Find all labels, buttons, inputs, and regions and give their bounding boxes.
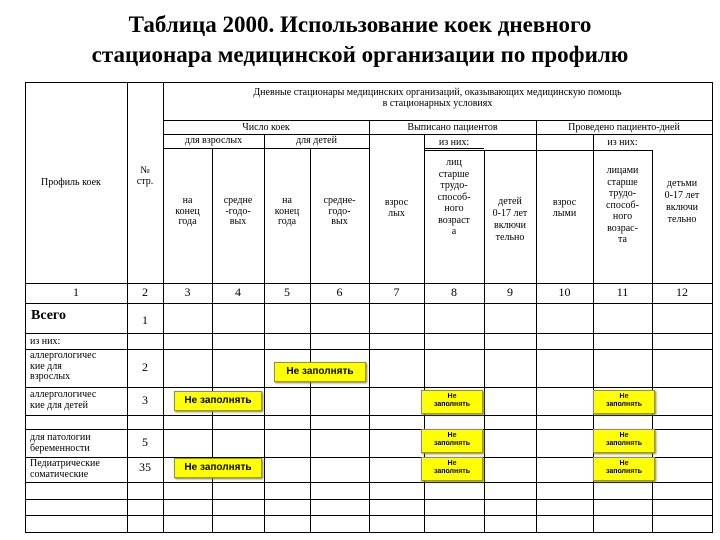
row-number: 2 [142, 360, 148, 374]
do-not-fill-note: Не заполнять [593, 429, 655, 453]
header-col10: взрос лыми [552, 197, 577, 219]
header-discharged: Выписано пациентов [407, 122, 498, 133]
col-number: 6 [336, 285, 343, 299]
header-group: Дневные стационары медицинских организаций, оказывающих медицинскую помощь в стационарных условиях [253, 87, 622, 109]
col-number: 7 [393, 285, 400, 299]
do-not-fill-note: Не заполнять [421, 390, 483, 414]
col-number: 11 [616, 285, 629, 299]
col-number: 9 [507, 285, 513, 299]
row-label-of-them: из них: [30, 336, 61, 347]
row-number: 5 [142, 435, 148, 449]
header-line-no: № стр. [136, 165, 154, 187]
row-label-allergy-adults: аллергологичес кие для взрослых [30, 350, 97, 382]
title-line-2: стационара медицинской организации по профилю [91, 42, 629, 67]
col-number: 1 [73, 285, 79, 299]
header-beds: Число коек [242, 122, 290, 133]
header-col4: средне -годо- вых [223, 195, 253, 227]
do-not-fill-note: Не заполнять [274, 362, 366, 382]
do-not-fill-note: Не заполнять [421, 429, 483, 453]
header-col11: лицами старше трудо- способ- ного возрас- та [606, 165, 639, 245]
row-label-pregnancy: для патологии беременности [30, 432, 91, 454]
col-number: 5 [284, 285, 290, 299]
header-profile: Профиль коек [41, 177, 101, 188]
page-title [0, 10, 720, 70]
header-col5: на конец года [274, 195, 300, 227]
col-number: 10 [558, 285, 571, 299]
header-of-them-2: из них: [607, 137, 638, 148]
header-of-them-1: из них: [438, 137, 470, 148]
do-not-fill-note: Не заполнять [593, 457, 655, 481]
col-number: 2 [142, 285, 148, 299]
header-col7: взрос лых [384, 197, 409, 219]
col-number: 3 [184, 285, 191, 299]
header-col6: средне- годо- вых [323, 195, 356, 227]
header-for-children: для детей [296, 135, 337, 146]
do-not-fill-note: Не заполнять [174, 391, 262, 411]
header-col9: детей 0-17 лет включи тельно [492, 196, 528, 243]
header-col8: лиц старше трудо- способ- ного возраст а [437, 157, 471, 237]
row-number: 35 [139, 460, 151, 474]
row-label-pediatric: Педиатрические соматические [30, 458, 100, 480]
title-line-1: Таблица 2000. Использование коек дневного [128, 12, 592, 37]
header-patient-days: Проведено пациенто-дней [568, 122, 680, 133]
row-label-total: Всего [31, 308, 66, 323]
row-number: 1 [142, 313, 148, 327]
do-not-fill-note: Не заполнять [421, 457, 483, 481]
header-for-adults: для взрослых [184, 135, 243, 146]
col-number: 8 [451, 285, 457, 299]
col-number: 4 [235, 285, 241, 299]
row-number: 3 [142, 393, 148, 407]
do-not-fill-note: Не заполнять [174, 458, 262, 478]
row-label-allergy-children: аллергологичес кие для детей [30, 389, 97, 411]
header-col12: детьми 0-17 лет включи тельно [664, 178, 700, 225]
col-number: 12 [676, 285, 688, 299]
header-col3: на конец года [175, 195, 200, 227]
do-not-fill-note: Не заполнять [593, 390, 655, 414]
